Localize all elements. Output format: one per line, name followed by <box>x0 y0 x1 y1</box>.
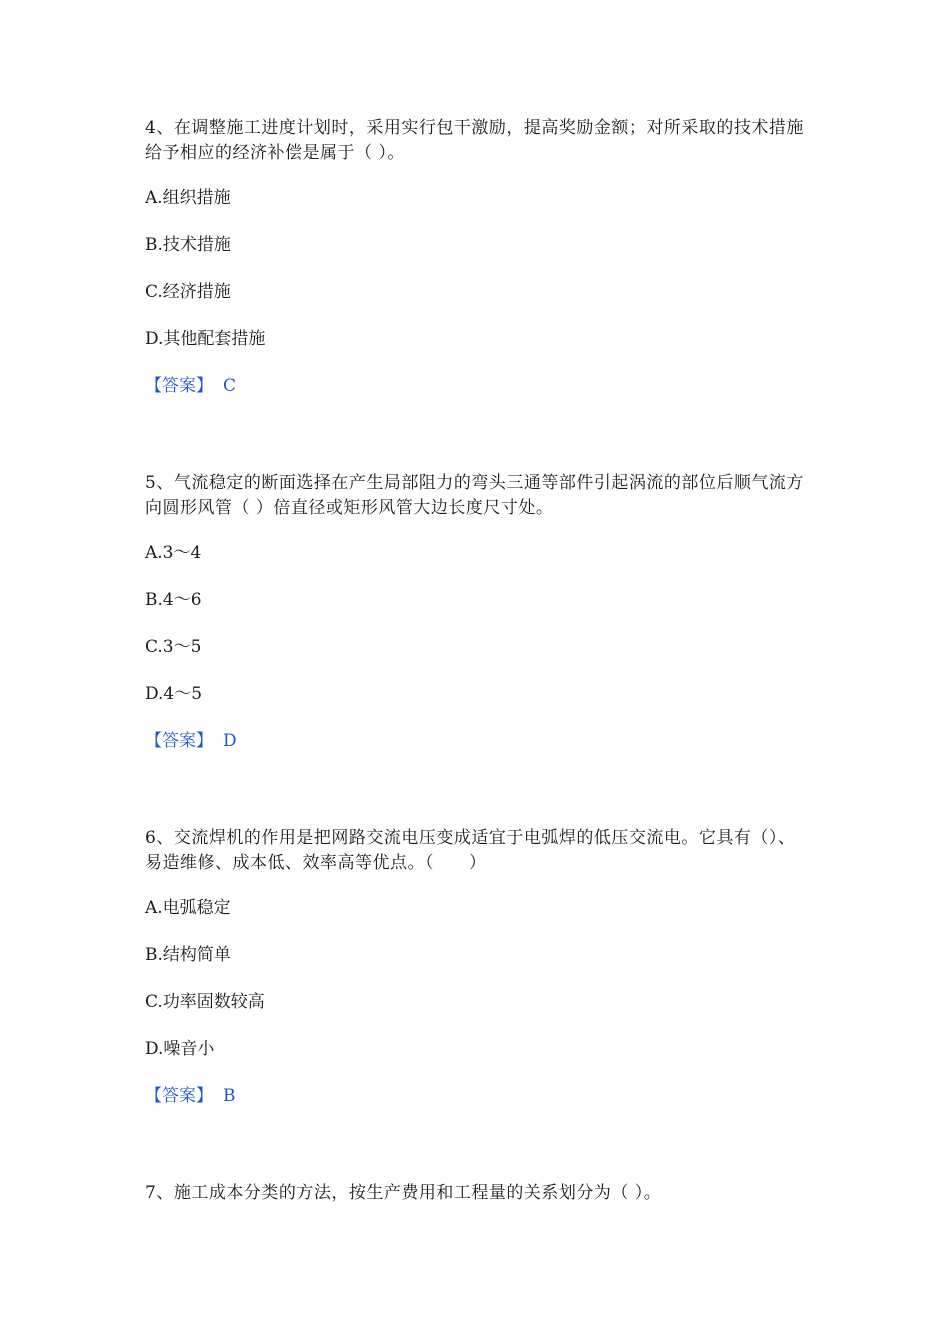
question-6-option-b: B.结构简单 <box>145 945 231 965</box>
question-5-stem: 5、气流稳定的断面选择在产生局部阻力的弯头三通等部件引起涡流的部位后顺气流方向圆形风管（ ）倍直径或矩形风管大边长度尺寸处。 <box>145 473 804 518</box>
question-4-stem: 4、在调整施工进度计划时，采用实行包干激励，提高奖励金额；对所采取的技术措施给予相应的经济补偿是属于（ ）。 <box>145 118 804 163</box>
question-5-option-a: A.3～4 <box>145 543 202 563</box>
question-4-option-a: A.组织措施 <box>145 188 231 208</box>
question-6-option-a: A.电弧稳定 <box>145 898 231 918</box>
answer-value: C <box>223 376 237 396</box>
question-4-option-c: C.经济措施 <box>145 282 231 302</box>
question-4-option-b: B.技术措施 <box>145 235 231 255</box>
question-6 <box>145 826 810 1106</box>
question-5-answer <box>145 730 237 752</box>
question-5-option-b: B.4～6 <box>145 590 202 610</box>
question-4 <box>145 116 810 396</box>
answer-label: 【答案】 <box>145 1086 213 1106</box>
question-6-option-d: D.噪音小 <box>145 1039 215 1059</box>
answer-value: B <box>223 1086 236 1106</box>
question-6-stem: 6、交流焊机的作用是把网路交流电压变成适宜于电弧焊的低压交流电。它具有（）、易造维修、成本低、效率高等优点。（ ） <box>145 828 796 873</box>
answer-label: 【答案】 <box>145 731 213 751</box>
question-4-answer <box>145 375 236 397</box>
question-5 <box>145 471 810 751</box>
question-5-option-c: C.3～5 <box>145 637 202 657</box>
question-6-answer <box>145 1085 236 1107</box>
question-7 <box>145 1181 810 1206</box>
answer-value: D <box>223 731 237 751</box>
answer-label: 【答案】 <box>145 376 213 396</box>
question-7-stem: 7、施工成本分类的方法，按生产费用和工程量的关系划分为（ ）。 <box>145 1183 662 1203</box>
question-4-option-d: D.其他配套措施 <box>145 329 266 349</box>
question-5-option-d: D.4～5 <box>145 684 203 704</box>
question-6-option-c: C.功率固数较高 <box>145 992 265 1012</box>
